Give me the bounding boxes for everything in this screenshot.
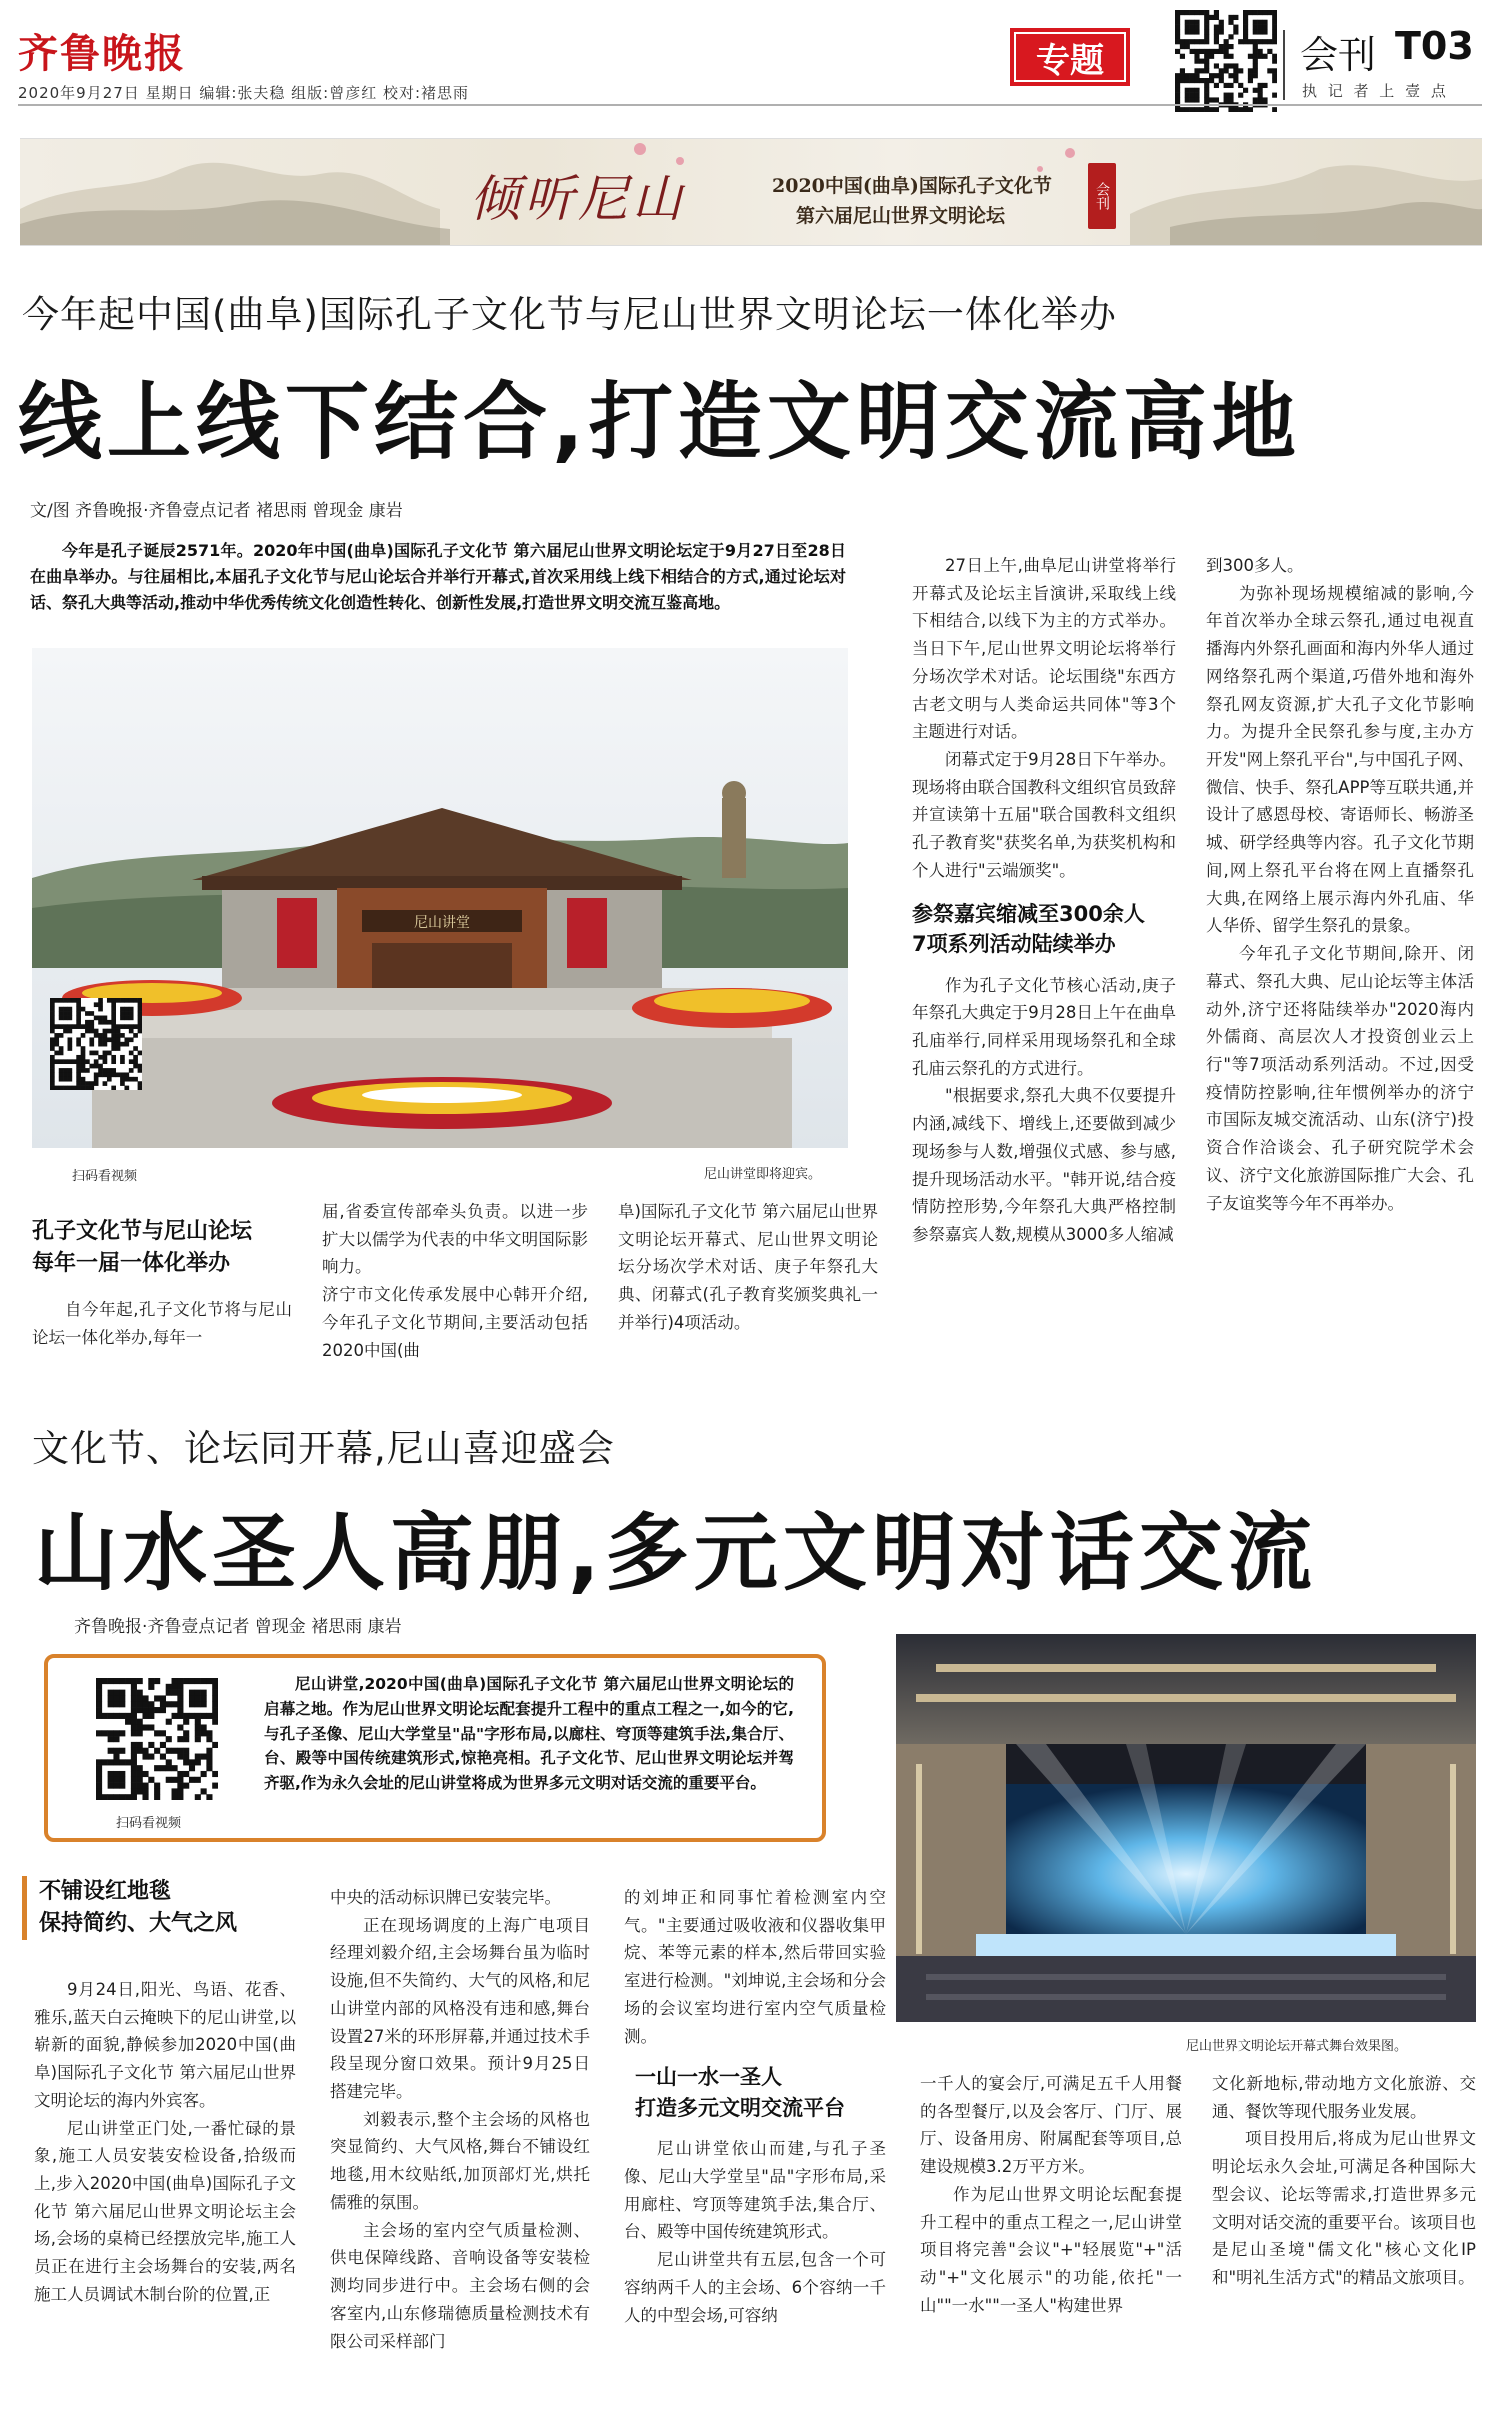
issue-info: 2020年9月27日 星期日 编辑:张夫稳 组版:曾彦红 校对:褚思雨 (18, 84, 470, 102)
banner-seal: 会刊 (1088, 163, 1116, 229)
article2-col-b: 中央的活动标识牌已安装完毕。 正在现场调度的上海广电项目经理刘毅介绍,主会场舞台虽为临时设施,但不失简约、大气的风格,和尼山讲堂内部的风格没有违和感,舞台设置27米的环形屏幕,并通过技术手段呈现分窗口效果。预计9月25日搭建完毕。 刘毅表示,整个主会场的风格也突显简约、大气风格,舞台不铺设红地毯,用木纹贴纸,加顶部灯光,烘托儒雅的氛围。 主会场的室内空气质量检测、供电保障线路、音响设备等安装检测均同步进行中。主会场右侧的会客室内,山东修瑞德质量检测技术有限公司采样部门 (330, 1888, 590, 2351)
article2-section1-heading: 不铺设红地毯 保持简约、大气之风 (22, 1876, 302, 1940)
mountain-landscape-icon (20, 139, 1482, 246)
article2-col-e: 文化新地标,带动地方文化旅游、交通、餐饮等现代服务业发展。 项目投用后,将成为尼山世界文明论坛永久会址,可满足各种国际大型会议、论坛等需求,打造世界多元文明对话交流的重要平台。该项目也是尼山圣境"儒文化"核心文化IP和"明礼生活方式"的精品文旅项目。 (1212, 2074, 1476, 2288)
article1-headline: 线上线下结合,打造文明交流高地 (18, 373, 1301, 471)
article1-col-a: 自今年起,孔子文化节将与尼山论坛一体化举办,每年一 (32, 1300, 292, 1347)
hall-sign: 尼山讲堂 (414, 915, 470, 931)
event-banner (20, 138, 1482, 246)
article2-byline: 齐鲁晚报·齐鲁壹点记者 曾现金 褚思雨 康岩 (74, 1617, 402, 1637)
banner-line-1: 2020中国(曲阜)国际孔子文化节 (772, 175, 1052, 197)
article1-lead: 今年是孔子诞辰2571年。2020年中国(曲阜)国际孔子文化节 第六届尼山世界文明论坛定于9月27日至28日在曲阜举办。与往届相比,本届孔子文化节与尼山论坛合并举行开幕式,首次采用线上线下相结合的方式,通过论坛对话、祭孔大典等活动,推动中华优秀传统文化创造性转化、创新性发展,打造世界文明交流互鉴高地。 (30, 541, 846, 612)
article1-qr-caption: 扫码看视频 (72, 1169, 138, 1184)
article2-subhead: 文化节、论坛同开幕,尼山喜迎盛会 (32, 1427, 615, 1470)
article1-col-c: 阜)国际孔子文化节 第六届尼山世界文明论坛开幕式、尼山世界文明论坛分场次学术对话、庚子年祭孔大典、闭幕式(孔子教育奖颁奖典礼一并举行)4项活动。 (618, 1202, 878, 1332)
page-number: T03 (1395, 24, 1474, 68)
stage-rendering-photo (896, 1634, 1476, 2022)
section1-heading-line1: 孔子文化节与尼山论坛 (32, 1219, 253, 1244)
article2-col-d: 一千人的宴会厅,可满足五千人用餐的各型餐厅,以及会客厅、门厅、展厅、设备用房、附属配套等项目,总建设规模3.2万平方米。 作为尼山世界文明论坛配套提升工程中的重点工程之一,尼山讲堂项目将完善"会议"+"轻展览"+"活动"+"文化展示"的功能,依托"一山""一水""一圣人"构建世界 (920, 2074, 1182, 2315)
article2-headline: 山水圣人高朋,多元文明对话交流 (34, 1504, 1317, 1602)
banner-title: 倾听尼山 (470, 170, 686, 228)
article1-col-d: 27日上午,曲阜尼山讲堂将举行开幕式及论坛主旨演讲,采取线上线下相结合,以线下为主的方式举办。当日下午,尼山世界文明论坛将举行分场次学术对话。论坛围绕"东西方古老文明与人类命运共同体"等3个主题进行对话。 闭幕式定于9月28日下午举办。现场将由联合国教科文组织官员致辞并宣读第十五届"联合国教科文组织孔子教育奖"获奖名单,为获奖机构和个人进行"云端颁奖"。 参祭嘉宾缩减至300余人 7项系列活动陆续举办 作为孔子文化节核心活动,庚子年祭孔大典定于9月28日上午在曲阜孔庙举行,同样采用现场祭孔和全球孔庙云祭孔的方式进行。 "根据要求,祭孔大典不仅要提升内涵,减线下、增线上,还要做到减少现场参与人数,增强仪式感、参与感,提升现场活动水平。"韩开说,结合疫情防控形势,今年祭孔大典严格控制参祭嘉宾人数,规模从3000多人缩减 (912, 556, 1176, 1244)
nishan-hall-photo (32, 648, 848, 1148)
video-qr-code-icon[interactable] (50, 998, 142, 1090)
article1-photo-caption: 尼山讲堂即将迎宾。 (704, 1167, 822, 1182)
banner-line-2: 第六届尼山世界文明论坛 (796, 205, 1006, 227)
article2-section2-heading: 一山一水一圣人 打造多元文明交流平台 (624, 2062, 886, 2123)
article2-col-c: 的刘坤正和同事忙着检测室内空气。"主要通过吸收液和仪器收集甲烷、苯等元素的样本,然后带回实验室进行检测。"刘坤说,主会场和分会场的会议室均进行室内空气质量检测。 一山一水一圣人 打造多元文明交流平台 尼山讲堂依山而建,与孔子圣像、尼山大学堂呈"品"字形布局,采用廊柱、穹顶等建筑手法,集合厅、台、殿等中国传统建筑形式。 尼山讲堂共有五层,包含一个可容纳两千人的主会场、6个容纳一千人的中型会场,可容纳 (624, 1884, 886, 2394)
article2-video-qr-code-icon[interactable] (96, 1678, 218, 1800)
article2-col-a: 9月24日,阳光、鸟语、花香、雅乐,蓝天白云掩映下的尼山讲堂,以崭新的面貌,静候参加2020中国(曲阜)国际孔子文化节 第六届尼山世界文明论坛的海内外宾客。 尼山讲堂正门处,一番忙碌的景象,施工人员安装安检设备,拾级而上,步入2020中国(曲阜)国际孔子文化节 第六届尼山世界文明论坛主会场,会场的桌椅已经摆放完毕,施工人员正在进行主会场舞台的安装,两名施工人员调试木制台阶的位置,正 (34, 1980, 296, 2304)
nishan-hall-image (32, 648, 848, 1148)
article1-col-b: 届,省委宣传部牵头负责。以进一步扩大以儒学为代表的中华文明国际影响力。 济宁市文化传承发展中心韩开介绍,今年孔子文化节期间,主要活动包括2020中国(曲 (322, 1202, 588, 1360)
section1-heading-line2: 每年一届一体化举办 (32, 1250, 231, 1276)
article2-lead: 尼山讲堂,2020中国(曲阜)国际孔子文化节 第六届尼山世界文明论坛的启幕之地。作为尼山世界文明论坛配套提升工程中的重点工程之一,如今的它,与孔子圣像、尼山大学堂呈"品"字形布局,以廊柱、穹顶等建筑手法,集合厅、台、殿等中国传统建筑形式,惊艳亮相。孔子文化节、尼山世界文明论坛并驾齐驱,作为永久会址的尼山讲堂将成为世界多元文明对话交流的重要平台。 (264, 1675, 794, 1793)
article1-subhead: 今年起中国(曲阜)国际孔子文化节与尼山世界文明论坛一体化举办 (22, 293, 1117, 336)
stage-rendering-image (896, 1634, 1476, 2022)
reporter-line: 执 记 者 上 壹 点 (1302, 82, 1449, 100)
page-label: 会刊 (1300, 33, 1377, 77)
masthead-rule (18, 104, 1482, 106)
topic-badge: 专题 (1010, 28, 1130, 86)
article1-col-e: 到300多人。 为弥补现场规模缩减的影响,今年首次举办全球云祭孔,通过电视直播海内外祭孔画面和海内外华人通过网络祭孔两个渠道,巧借外地和海外祭孔网友资源,扩大孔子文化节影响力。为提升全民祭孔参与度,主办方开发"网上祭孔平台",与中国孔子网、微信、快手、祭孔APP等互联共通,并设计了感恩母校、寄语师长、畅游圣城、研学经典等内容。孔子文化节期间,网上祭孔平台将在网上直播祭孔大典,在网络上展示海内外孔庙、华人华侨、留学生祭孔的景象。 今年孔子文化节期间,除开、闭幕式、祭孔大典、尼山论坛等主体活动外,济宁还将陆续举办"2020海内外儒商、高层次人才投资创业云上行"等7项活动系列活动。不过,因受疫情防控影响,往年惯例举办的济宁市国际友城交流活动、山东(济宁)投资合作洽谈会、孔子研究院学术会议、济宁文化旅游国际推广大会、孔子友谊奖等今年不再举办。 (1206, 556, 1474, 1213)
article2-photo-caption: 尼山世界文明论坛开幕式舞台效果图。 (1186, 2039, 1408, 2054)
qr-code-icon[interactable] (1175, 10, 1277, 112)
article1-section1-heading (32, 1216, 252, 1280)
article1-section2-heading: 参祭嘉宾缩减至300余人 7项系列活动陆续举办 (912, 901, 1145, 957)
article2-qr-caption: 扫码看视频 (116, 1816, 182, 1831)
masthead-divider (1283, 30, 1285, 100)
newspaper-logo: 齐鲁晚报 (18, 30, 186, 77)
article1-byline: 文/图 齐鲁晚报·齐鲁壹点记者 褚思雨 曾现金 康岩 (30, 501, 403, 521)
